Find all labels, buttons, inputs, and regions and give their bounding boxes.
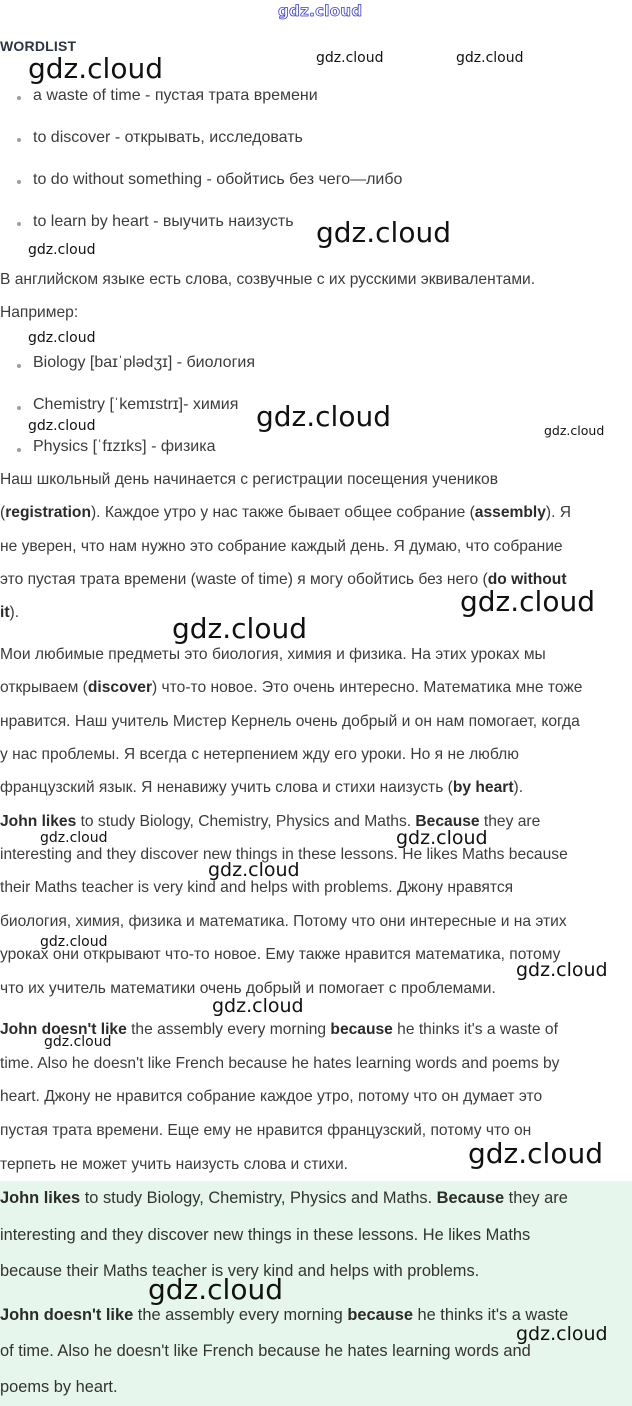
bullet-dot (17, 364, 21, 368)
watermark: gdz.cloud (40, 934, 108, 950)
watermark: gdz.cloud (256, 400, 391, 433)
wordlist-item: a waste of time - пустая трата времени (33, 87, 318, 104)
watermark: gdz.cloud (316, 50, 384, 66)
bullet-dot (17, 138, 21, 142)
text-line: уроках они открывают что-то новое. Ему также нравится математика, потому (0, 946, 561, 963)
example-label: Например: (0, 304, 79, 321)
text-line: poems by heart. (0, 1378, 118, 1396)
text-line: нравится. Наш учитель Мистер Кернель очень добрый и он нам помогает, когда (0, 713, 580, 730)
watermark: gdz.cloud (212, 995, 304, 1017)
wordlist-title: WORDLIST (0, 38, 77, 54)
text-line: heart. Джону не нравится собрание каждое утро, потому что он думает это (0, 1088, 543, 1105)
watermark: gdz.cloud (544, 423, 605, 438)
wordlist-item: to do without something - обойтись без чего—либо (33, 171, 403, 188)
wordlist-item: to learn by heart - выучить наизусть (33, 213, 294, 230)
text-line: что их учитель математики очень добрый и помогает с проблемами. (0, 980, 496, 997)
text-line: Наш школьный день начинается с регистрации посещения учеников (0, 471, 499, 488)
text-line: французский язык. Я ненавижу учить слова и стихи наизусть (by heart). (0, 779, 524, 796)
watermark: gdz.cloud (28, 418, 96, 434)
text-line: биология, химия, физика и математика. Потому что они интересные и на этих (0, 913, 567, 930)
text-line: it). (0, 604, 20, 621)
bullet-dot (17, 96, 21, 100)
text-line: пустая трата времени. Еще ему не нравится французский, потому что он (0, 1122, 532, 1139)
text-line: это пустая трата времени (waste of time) я могу обойтись без него (do without (0, 571, 567, 588)
answer-box (0, 1181, 632, 1406)
watermark: gdz.cloud (468, 1137, 603, 1170)
example-item: Physics [ˈfɪzɪks] - физика (33, 438, 216, 455)
text-line: because their Maths teacher is very kind and helps with problems. (0, 1262, 480, 1280)
text-line: Мои любимые предметы это биология, химия и физика. На этих уроках мы (0, 646, 546, 663)
header-watermark: gdz.cloud (278, 2, 363, 20)
watermark: gdz.cloud (148, 1273, 283, 1306)
bullet-dot (17, 448, 21, 452)
watermark: gdz.cloud (316, 216, 451, 249)
text-line: interesting and they discover new things in these lessons. He likes Maths (0, 1226, 531, 1244)
text-line: не уверен, что нам нужно это собрание каждый день. Я думаю, что собрание (0, 538, 563, 555)
watermark: gdz.cloud (396, 827, 488, 849)
watermark: gdz.cloud (40, 830, 108, 846)
text-line: John likes to study Biology, Chemistry, Physics and Maths. Because they are (0, 813, 541, 830)
example-item: Biology [baɪˈplədʒɪ] - биология (33, 354, 256, 371)
text-line: interesting and they discover new things in these lessons. He likes Maths because (0, 846, 568, 863)
text-line: терпеть не может учить наизусть слова и стихи. (0, 1156, 349, 1173)
watermark: gdz.cloud (208, 859, 300, 881)
text-line: of time. Also he doesn't like French because he hates learning words and (0, 1342, 531, 1360)
bullet-dot (17, 222, 21, 226)
text-line: открываем (discover) что-то новое. Это очень интересно. Математика мне тоже (0, 679, 583, 696)
wordlist-item: to discover - открывать, исследовать (33, 129, 303, 146)
text-line: John likes to study Biology, Chemistry, Physics and Maths. Because they are (0, 1189, 568, 1207)
watermark: gdz.cloud (456, 50, 524, 66)
watermark: gdz.cloud (516, 1323, 608, 1345)
intro-sentence: В английском языке есть слова, созвучные с их русскими эквивалентами. (0, 271, 536, 288)
text-line: у нас проблемы. Я всегда с нетерпением жду его уроки. Но я не люблю (0, 746, 519, 763)
watermark: gdz.cloud (460, 585, 595, 618)
watermark: gdz.cloud (28, 242, 96, 258)
watermark: gdz.cloud (28, 330, 96, 346)
bullet-dot (17, 406, 21, 410)
text-line: John doesn't like the assembly every morning because he thinks it's a waste (0, 1306, 569, 1324)
text-line: (registration). Каждое утро у нас также бывает общее собрание (assembly). Я (0, 504, 572, 521)
example-item: Chemistry [ˈkemɪstrɪ]- химия (33, 396, 239, 413)
text-line: John doesn't like the assembly every morning because he thinks it's a waste of (0, 1021, 558, 1038)
bullet-dot (17, 180, 21, 184)
watermark: gdz.cloud (28, 52, 163, 85)
watermark: gdz.cloud (172, 612, 307, 645)
text-line: their Maths teacher is very kind and helps with problems. Джону нравятся (0, 879, 514, 896)
watermark: gdz.cloud (44, 1034, 112, 1050)
watermark: gdz.cloud (516, 959, 608, 981)
text-line: time. Also he doesn't like French because he hates learning words and poems by (0, 1055, 560, 1072)
